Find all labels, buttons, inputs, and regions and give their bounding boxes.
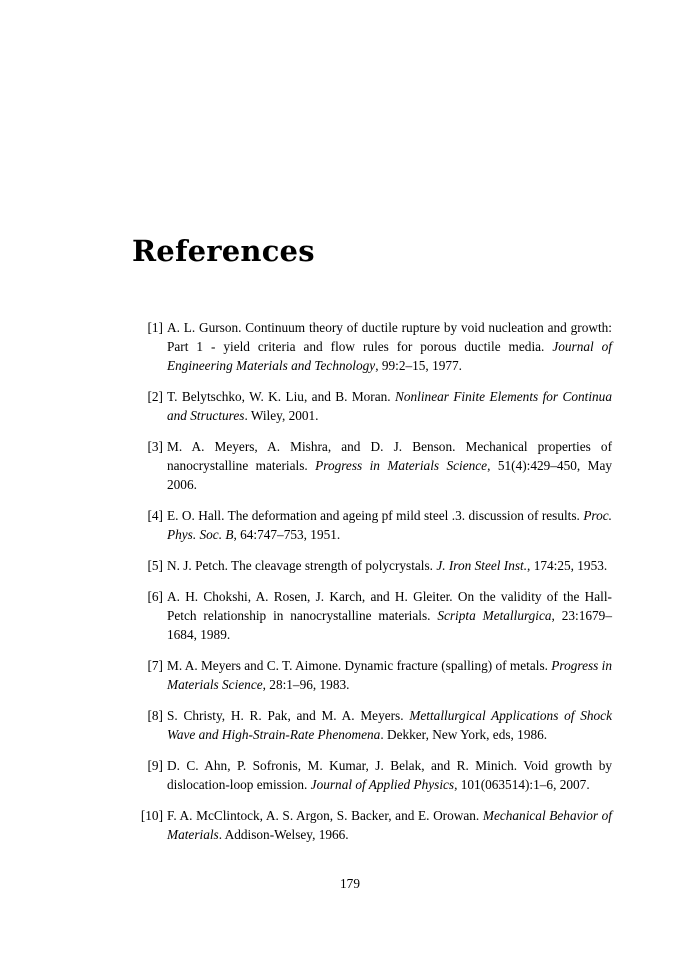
reference-venue: Nonlinear Finite Elements for Continua and Structures: [167, 389, 612, 423]
reference-details: . Addison-Welsey, 1966.: [218, 827, 349, 842]
reference-number: [8]: [147, 708, 163, 723]
reference-item: [138, 318, 612, 375]
reference-item: [138, 806, 612, 844]
reference-venue: Proc. Phys. Soc. B: [167, 508, 612, 542]
reference-number: [9]: [147, 758, 163, 773]
reference-item: [138, 387, 612, 425]
reference-item: [138, 587, 612, 644]
reference-venue: Progress in Materials Science: [315, 458, 488, 473]
reference-item: [138, 656, 612, 694]
reference-item: [138, 506, 612, 544]
reference-details: , 101(063514):1–6, 2007.: [454, 777, 590, 792]
reference-details: , 28:1–96, 1983.: [262, 677, 350, 692]
reference-number: [7]: [147, 658, 163, 673]
reference-venue: Scripta Metallurgica: [437, 608, 552, 623]
reference-authors-title: M. A. Meyers and C. T. Aimone. Dynamic fracture (spalling) of metals.: [167, 658, 552, 673]
page-heading: References: [132, 234, 315, 268]
reference-details: , 51(4):429–450, May 2006.: [167, 458, 612, 492]
reference-authors-title: S. Christy, H. R. Pak, and M. A. Meyers.: [167, 708, 410, 723]
reference-authors-title: T. Belytschko, W. K. Liu, and B. Moran.: [167, 389, 395, 404]
reference-details: . Dekker, New York, eds, 1986.: [380, 727, 548, 742]
reference-number: [2]: [147, 389, 163, 404]
reference-details: , 174:25, 1953.: [527, 558, 608, 573]
reference-authors-title: E. O. Hall. The deformation and ageing pf mild steel .3. discussion of results.: [167, 508, 584, 523]
reference-venue: Progress in Materials Science: [167, 658, 612, 692]
reference-venue: Mettallurgical Applications of Shock Wave and High-Strain-Rate Phenomena: [167, 708, 612, 742]
reference-item: [138, 756, 612, 794]
reference-details: . Wiley, 2001.: [244, 408, 319, 423]
reference-list: [138, 318, 612, 856]
reference-authors-title: A. H. Chokshi, A. Rosen, J. Karch, and H. Gleiter. On the validity of the Hall-Petch relationship in nanocrystalline materials.: [167, 589, 612, 623]
reference-authors-title: M. A. Meyers, A. Mishra, and D. J. Benson. Mechanical properties of nanocrystalline materials.: [167, 439, 612, 473]
reference-venue: Journal of Engineering Materials and Technology: [167, 339, 612, 373]
reference-authors-title: F. A. McClintock, A. S. Argon, S. Backer, and E. Orowan.: [167, 808, 483, 823]
reference-item: [138, 437, 612, 494]
reference-venue: Mechanical Behavior of Materials: [167, 808, 612, 842]
reference-details: , 64:747–753, 1951.: [233, 527, 341, 542]
reference-authors-title: N. J. Petch. The cleavage strength of polycrystals.: [167, 558, 437, 573]
reference-number: [1]: [147, 320, 163, 335]
reference-authors-title: D. C. Ahn, P. Sofronis, M. Kumar, J. Belak, and R. Minich. Void growth by dislocation-loop emission.: [167, 758, 612, 792]
reference-details: , 23:1679–1684, 1989.: [167, 608, 612, 642]
reference-item: [138, 706, 612, 744]
reference-details: , 99:2–15, 1977.: [375, 358, 462, 373]
reference-venue: Journal of Applied Physics: [310, 777, 455, 792]
page-number: 179: [340, 876, 360, 891]
reference-number: [3]: [147, 439, 163, 454]
reference-number: [10]: [140, 808, 163, 823]
reference-venue: J. Iron Steel Inst.: [436, 558, 528, 573]
reference-number: [6]: [147, 589, 163, 604]
reference-number: [4]: [147, 508, 163, 523]
reference-item: [138, 556, 612, 575]
reference-authors-title: A. L. Gurson. Continuum theory of ductile rupture by void nucleation and growth: Part 1 - yield criteria and flow rules for porous ductile media.: [167, 320, 612, 354]
reference-number: [5]: [147, 558, 163, 573]
